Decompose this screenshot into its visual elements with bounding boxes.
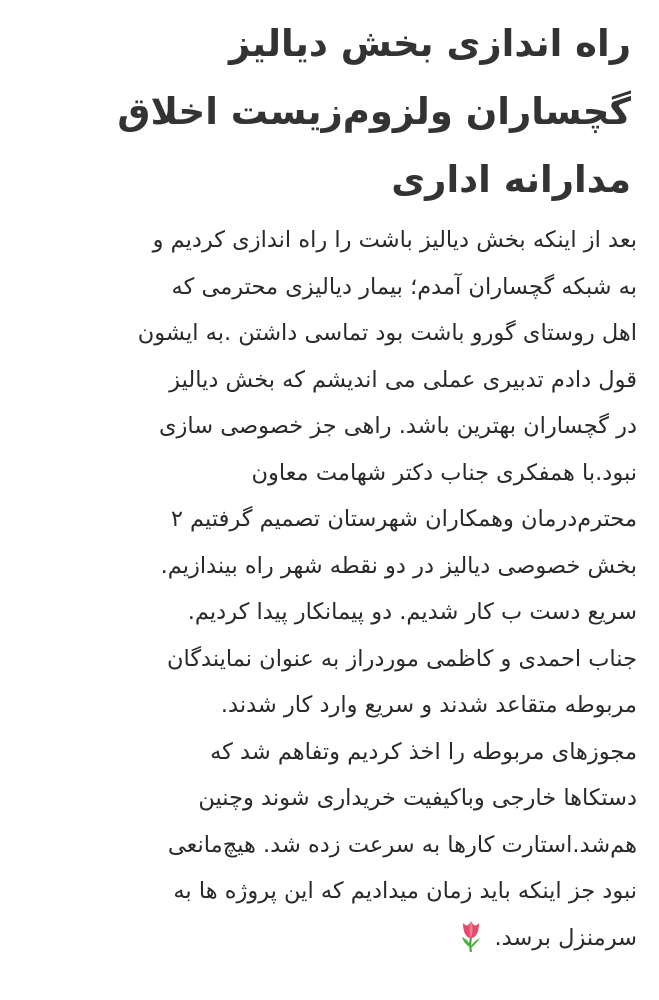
title-line: گچساران ولزوم‌زیست اخلاق [117,90,631,133]
body-line: دستکاها خارجی وباکیفیت خریداری شوند وچنین [198,785,637,811]
body-line-last [22,915,637,962]
body-line: مجوزهای مربوطه را اخذ کردیم وتفاهم شد که [210,738,637,765]
body-line: در گچساران بهترین باشد. راهی جز خصوصی سازی [158,413,637,439]
body-line: بعد از اینکه بخش دیالیز باشت را راه اندازی کردیم و [152,227,637,253]
body-line: قول دادم تدبیری عملی می اندیشم که بخش دیالیز [169,366,637,393]
tulip-icon [456,917,486,953]
body-line-text: سرمنزل برسد. [494,924,637,951]
title-line: مدارانه اداری [391,158,631,201]
body-line: محترم‌درمان وهمکاران شهرستان تصمیم گرفتیم ۲ [170,506,637,532]
article-body [22,217,637,961]
title-line: راه اندازی بخش دیالیز [229,22,631,65]
body-line: به شبکه گچساران آمدم؛ بیمار دیالیزی محترمی که [171,273,637,300]
article-title [28,10,631,214]
body-line: مربوطه متقاعد شدند و سریع وارد کار شدند. [220,692,637,718]
body-line: نبود جز اینکه باید زمان میدادیم که این پروژه ها به [173,878,637,904]
body-line: بخش خصوصی دیالیز در دو نقطه شهر راه بیندازیم. [160,552,637,579]
body-line: سریع دست ب کار شدیم. دو پیمانکار پیدا کردیم. [187,599,637,625]
body-line: جناب احمدی و کاظمی موردراز به عنوان نمایندگان [166,645,637,672]
body-line: هم‌شد.استارت کارها به سرعت زده شد. هیچ‌مانعی [167,831,637,858]
body-line: نبود.با همفکری جناب دکتر شهامت معاون [251,459,637,486]
body-line: اهل روستای گورو باشت بود تماسی داشتن .به ایشون [137,320,637,346]
